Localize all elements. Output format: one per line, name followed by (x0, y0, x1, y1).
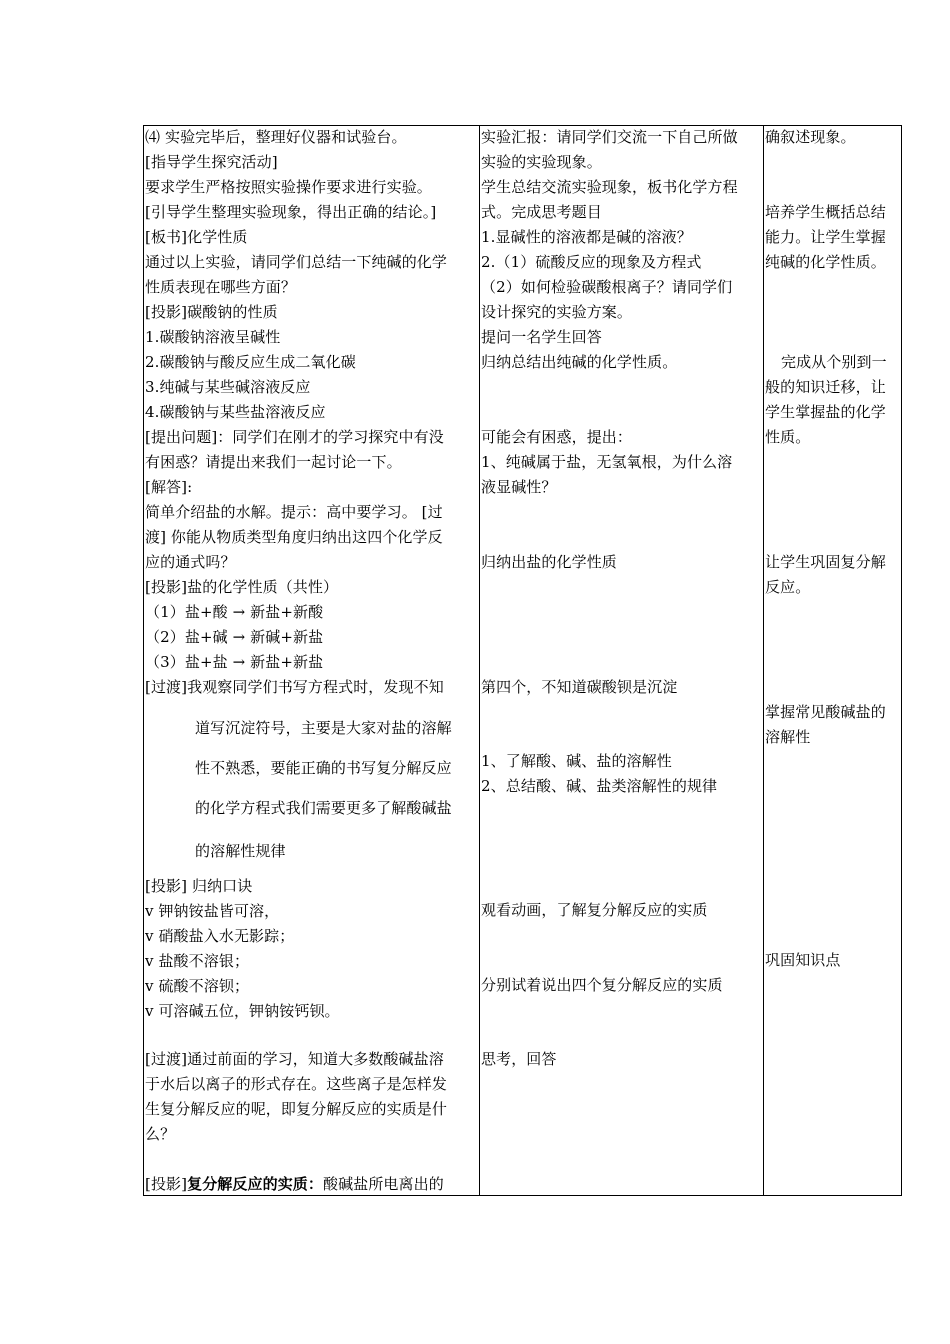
text-line: 设计探究的实验方案。 (481, 303, 633, 321)
text-line: 可能会有困惑，提出： (481, 428, 633, 446)
text-line: 能力。让学生掌握 (765, 228, 886, 246)
text-line: 通过以上实验，请同学们总结一下纯碱的化学 (145, 253, 448, 271)
text-line: 道写沉淀符号，主要是大家对盐的溶解 (195, 719, 452, 737)
text-line: 学生掌握盐的化学 (765, 403, 886, 421)
text-line: 性质。 (765, 428, 811, 446)
text-line: 渡] 你能从物质类型角度归纳出这四个化学反 (145, 528, 443, 546)
text-line: [投影]碳酸钠的性质 (145, 303, 278, 321)
text-line: 提问一名学生回答 (481, 328, 602, 346)
text-line: （2）如何检验碳酸根离子？请同学们 (481, 278, 733, 296)
text-line: 生复分解反应的呢，即复分解反应的实质是什 (145, 1100, 448, 1118)
text-line: 要求学生严格按照实验操作要求进行实验。 (145, 178, 432, 196)
text-line: 掌握常见酸碱盐的 (765, 703, 886, 721)
text-span: [投影] (145, 1175, 188, 1193)
text-line: 确叙述现象。 (765, 128, 856, 146)
text-line: 纯碱的化学性质。 (765, 253, 886, 271)
text-line: （3）盐+盐 → 新盐+新盐 (145, 653, 324, 671)
text-line: （2）盐+碱 → 新碱+新盐 (145, 628, 324, 646)
text-span: 酸碱盐所电离出的 (323, 1175, 444, 1193)
text-line: 1、纯碱属于盐，无氢氧根，为什么溶 (481, 453, 733, 471)
text-line: 实验汇报：请同学们交流一下自己所做 (481, 128, 738, 146)
text-line: 反应。 (765, 578, 811, 596)
text-line: 3.纯碱与某些碱溶液反应 (145, 378, 311, 396)
text-line: 完成从个别到一 (781, 353, 887, 371)
text-line: 实验的实验现象。 (481, 153, 602, 171)
text-line: 的溶解性规律 (195, 842, 286, 860)
lesson-plan-table (143, 125, 902, 1196)
text-line: 简单介绍盐的水解。提示：高中要学习。 [过 (145, 503, 443, 521)
text-line: [提出问题]：同学们在刚才的学习探究中有没 (145, 428, 444, 446)
text-line: 1、了解酸、碱、盐的溶解性 (481, 752, 672, 770)
teacher-activity-column (145, 126, 479, 1195)
text-line: 性不熟悉，要能正确的书写复分解反应 (195, 759, 452, 777)
text-line: 么？ (145, 1125, 176, 1143)
text-line: v 硫酸不溶钡； (145, 977, 250, 995)
text-line: 思考，回答 (481, 1050, 557, 1068)
text-line: [投影]盐的化学性质（共性） (145, 578, 339, 596)
design-intent-column (765, 126, 902, 1195)
text-line: 4.碳酸钠与某些盐溶液反应 (145, 403, 326, 421)
text-line: 2、总结酸、碱、盐类溶解性的规律 (481, 777, 718, 795)
text-line: 性质表现在哪些方面？ (145, 278, 297, 296)
bold-heading: 复分解反应的实质： (187, 1175, 324, 1193)
text-line: 于水后以离子的形式存在。这些离子是怎样发 (145, 1075, 448, 1093)
text-line: [指导学生探究活动] (145, 153, 278, 171)
text-line: 1.碳酸钠溶液呈碱性 (145, 328, 281, 346)
text-line: 观看动画，了解复分解反应的实质 (481, 901, 708, 919)
text-line: 2.碳酸钠与酸反应生成二氧化碳 (145, 353, 356, 371)
text-line: 溶解性 (765, 728, 811, 746)
student-activity-column (481, 126, 763, 1195)
text-line: ⑷ 实验完毕后，整理好仪器和试验台。 (145, 128, 407, 146)
column-divider (763, 126, 764, 1195)
text-line: 学生总结交流实验现象，板书化学方程 (481, 178, 738, 196)
text-line: [投影] 归纳口诀 (145, 877, 253, 895)
text-line: 让学生巩固复分解 (765, 553, 886, 571)
text-line: 分别试着说出四个复分解反应的实质 (481, 976, 723, 994)
text-line: 1.显碱性的溶液都是碱的溶液？ (481, 228, 692, 246)
text-line: 第四个，不知道碳酸钡是沉淀 (481, 678, 678, 696)
column-divider (479, 126, 480, 1195)
text-line: [引导学生整理实验现象，得出正确的结论。] (145, 203, 437, 221)
text-line: 有困惑？请提出来我们一起讨论一下。 (145, 453, 402, 471)
text-line: 2.（1）硫酸反应的现象及方程式 (481, 253, 702, 271)
text-line: [解答]: (145, 478, 193, 496)
text-line: 般的知识迁移，让 (765, 378, 886, 396)
text-line: [板书]化学性质 (145, 228, 248, 246)
text-line: 巩固知识点 (765, 951, 841, 969)
text-line: v 可溶碱五位，钾钠铵钙钡。 (145, 1002, 340, 1020)
text-line: v 硝酸盐入水无影踪； (145, 927, 295, 945)
text-line: 的化学方程式我们需要更多了解酸碱盐 (195, 799, 452, 817)
text-line: [过渡]我观察同学们书写方程式时，发现不知 (145, 678, 444, 696)
text-line: 式。完成思考题目 (481, 203, 602, 221)
text-line: （1）盐+酸 → 新盐+新酸 (145, 603, 324, 621)
text-line: 应的通式吗？ (145, 553, 236, 571)
text-line: [过渡]通过前面的学习，知道大多数酸碱盐溶 (145, 1050, 444, 1068)
text-line (145, 1175, 444, 1193)
text-line: 归纳总结出纯碱的化学性质。 (481, 353, 678, 371)
text-line: v 盐酸不溶银； (145, 952, 250, 970)
text-line: 液显碱性？ (481, 478, 557, 496)
text-line: v 钾钠铵盐皆可溶， (145, 902, 280, 920)
text-line: 培养学生概括总结 (765, 203, 886, 221)
text-line: 归纳出盐的化学性质 (481, 553, 617, 571)
